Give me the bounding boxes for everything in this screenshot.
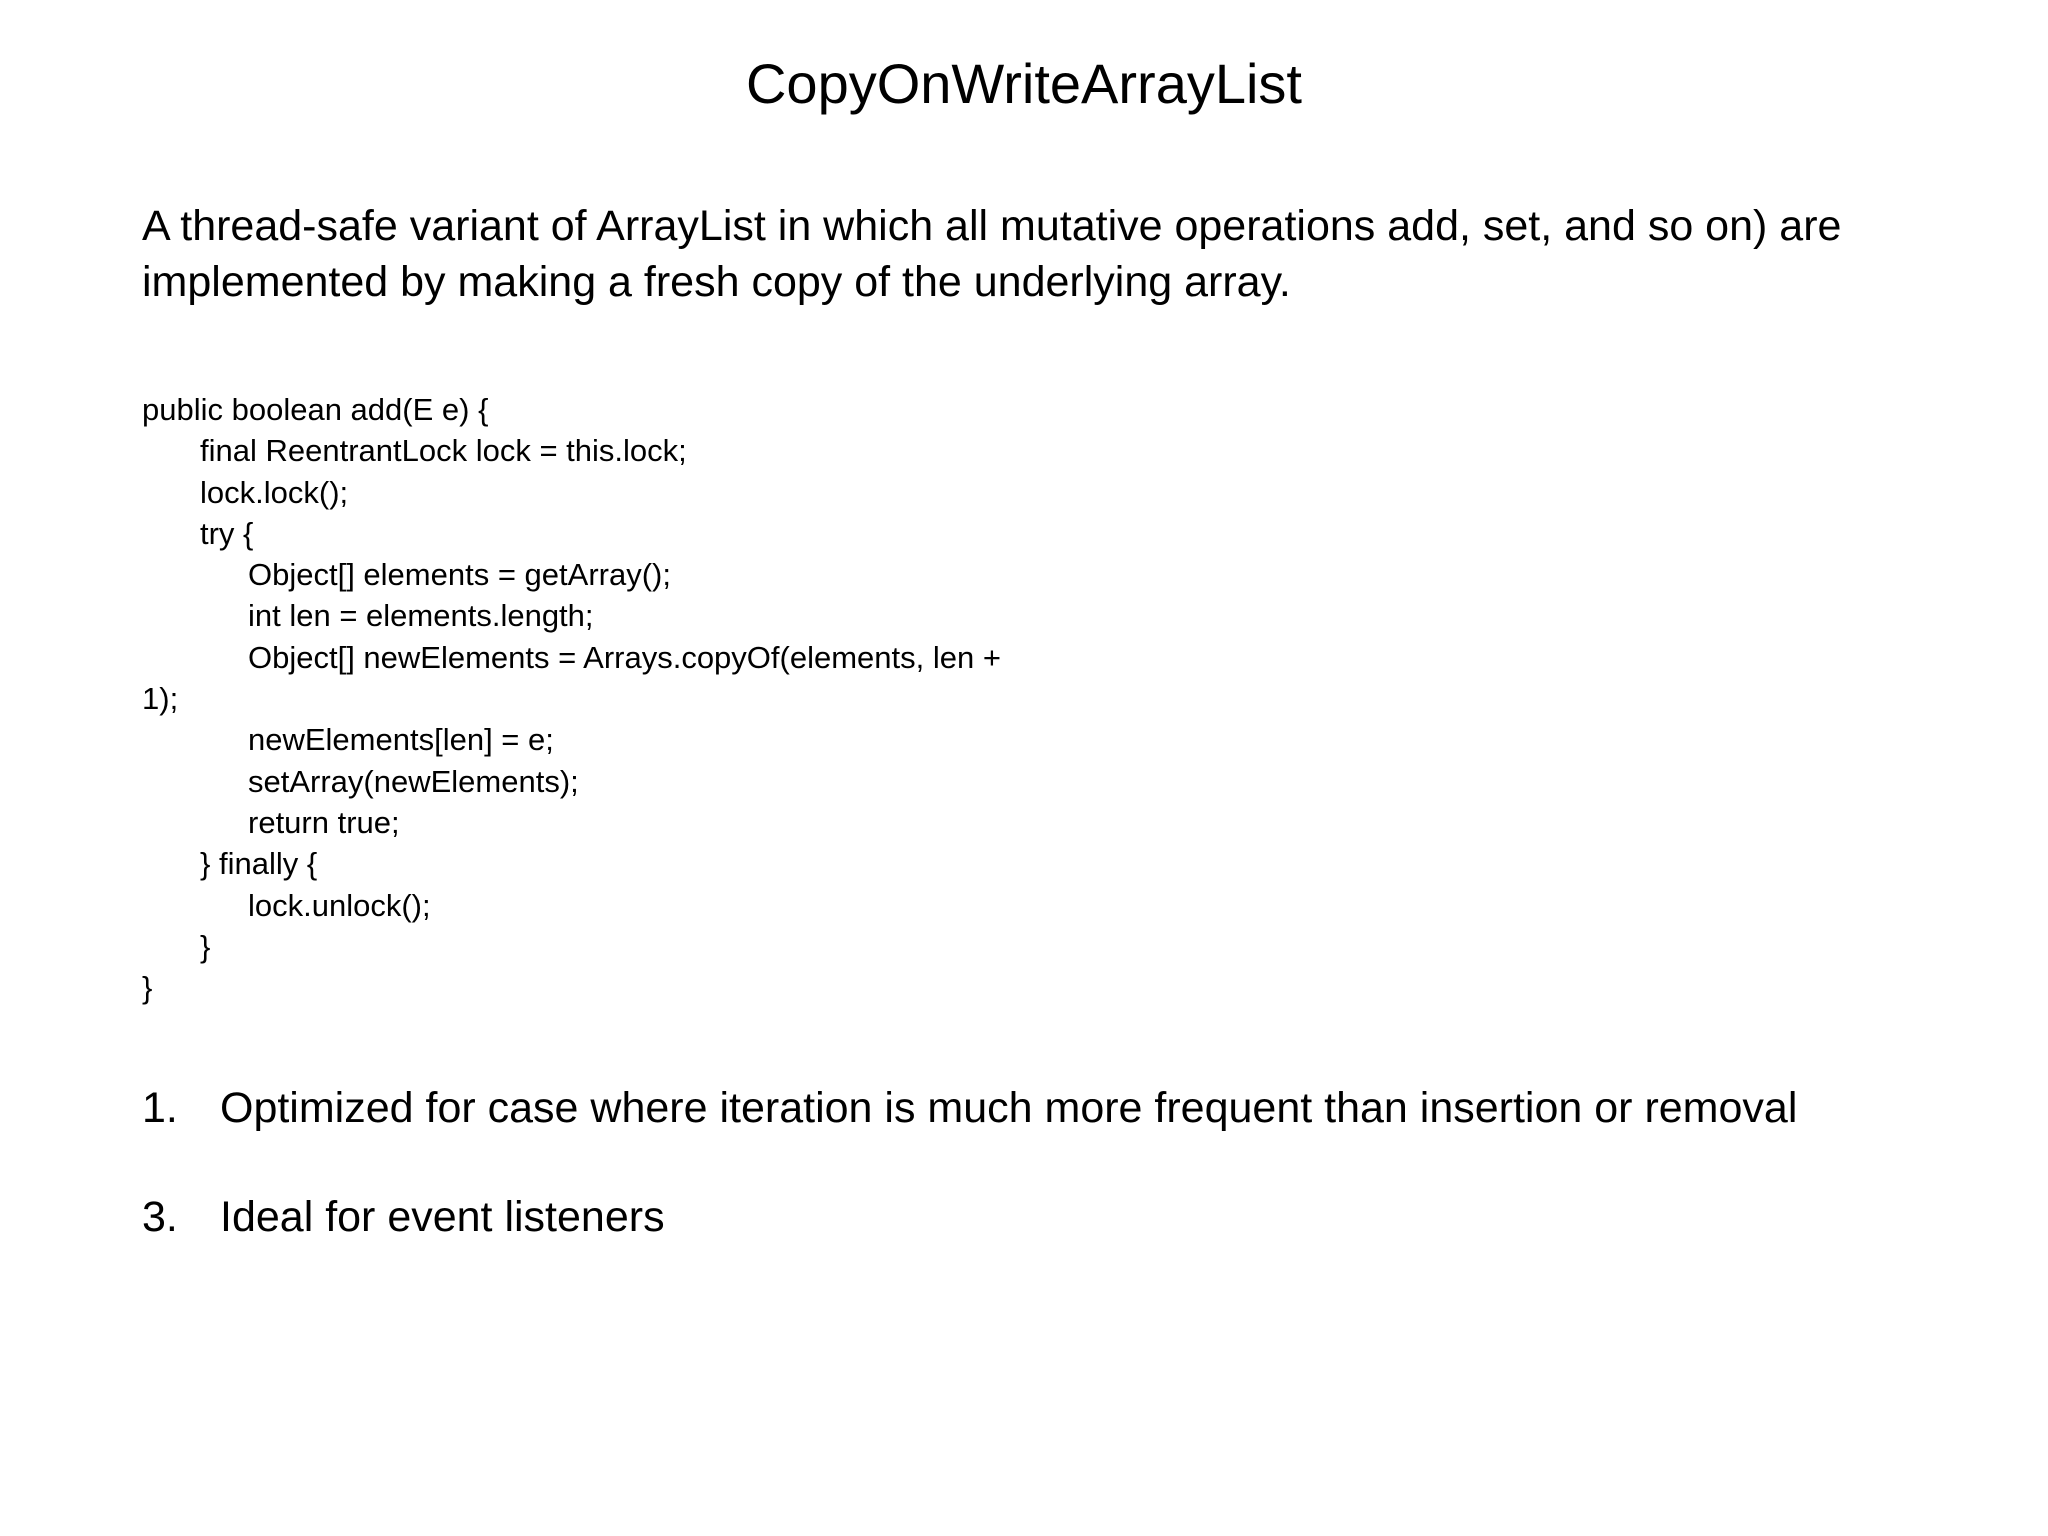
list-item [142,1080,2012,1136]
code-line: } [200,928,211,964]
code-line: Object[] elements = getArray(); [248,557,671,593]
code-line: lock.unlock(); [248,887,431,923]
code-line: Object[] newElements = Arrays.copyOf(elements, len + [248,639,1001,675]
list-item [142,1189,2012,1245]
slide-title: CopyOnWriteArrayList [745,52,1302,115]
slide-description: A thread-safe variant of ArrayList in which all mutative operations add, set, and so on) are implemented by making a fresh copy of the underlying array. [142,202,1842,306]
code-line: try { [200,515,254,551]
code-line: newElements[len] = e; [248,722,554,758]
code-line: return true; [248,804,400,840]
code-line: public boolean add(E e) { [142,392,489,427]
code-line: setArray(newElements); [248,763,579,799]
code-line: } finally { [200,846,318,882]
code-block [142,389,1342,1008]
code-line: } [142,970,153,1006]
list-item-text: Optimized for case where iteration is much more frequent than insertion or removal [220,1084,1798,1132]
list-item-text: Ideal for event listeners [220,1193,665,1241]
code-line: final ReentrantLock lock = this.lock; [200,433,687,469]
key-points-list [142,1080,2012,1245]
list-item-number: 1. [142,1084,178,1132]
list-item-number: 3. [142,1193,178,1241]
code-line: int len = elements.length; [248,598,594,634]
code-line: 1); [142,681,179,717]
code-line: lock.lock(); [200,474,349,510]
